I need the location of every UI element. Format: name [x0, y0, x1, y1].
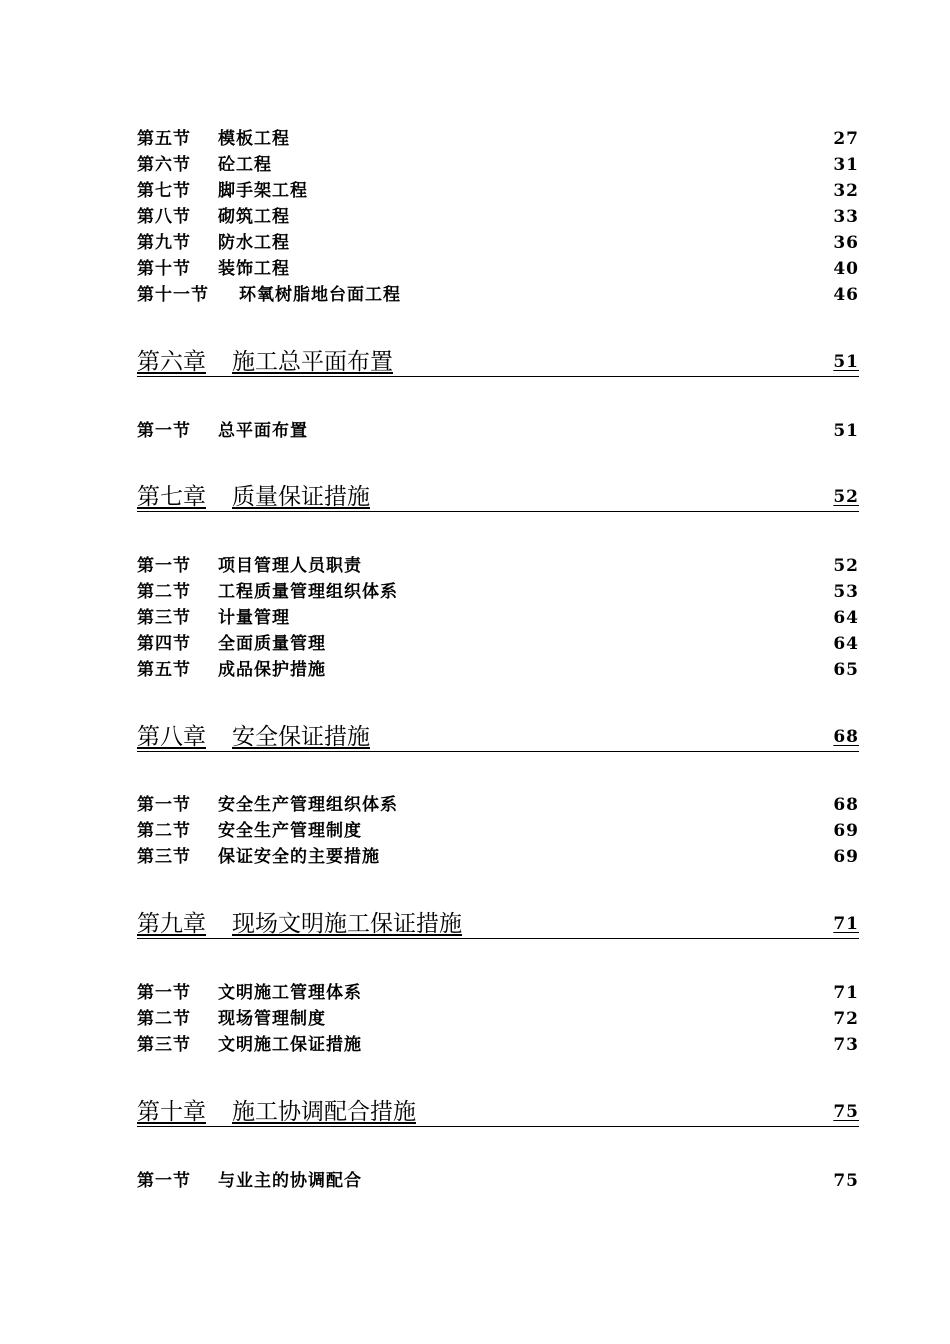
section-number: 第五节 — [137, 129, 191, 149]
toc-section-entry[interactable] — [137, 793, 859, 817]
section-number: 第二节 — [137, 1009, 191, 1029]
toc-chapter-entry[interactable] — [137, 1092, 859, 1127]
toc-section-entry[interactable] — [137, 127, 859, 151]
toc-section-entry[interactable] — [137, 1007, 859, 1031]
section-number: 第十节 — [137, 259, 191, 279]
section-title: 装饰工程 — [218, 259, 290, 279]
section-page: 73 — [833, 1035, 859, 1055]
section-page: 53 — [833, 582, 859, 602]
toc-section-entry[interactable] — [137, 845, 859, 869]
section-page: 52 — [833, 556, 859, 576]
toc-section-entry[interactable] — [137, 632, 859, 656]
section-page: 64 — [833, 608, 859, 628]
section-page: 69 — [833, 821, 859, 841]
chapter-page: 68 — [833, 727, 859, 747]
section-page: 75 — [833, 1171, 859, 1191]
section-title: 文明施工管理体系 — [218, 983, 362, 1003]
chapter-page: 71 — [833, 914, 859, 934]
section-page: 69 — [833, 847, 859, 867]
toc-section-entry[interactable] — [137, 658, 859, 682]
chapter-title: 现场文明施工保证措施 — [232, 911, 462, 937]
toc-section-entry[interactable] — [137, 580, 859, 604]
section-page: 64 — [833, 634, 859, 654]
toc-section-entry[interactable] — [137, 231, 859, 255]
section-number: 第五节 — [137, 660, 191, 680]
toc-chapter-entry[interactable] — [137, 342, 859, 377]
section-number: 第二节 — [137, 582, 191, 602]
section-title: 成品保护措施 — [218, 660, 326, 680]
section-page: 27 — [833, 129, 859, 149]
section-page: 68 — [833, 795, 859, 815]
section-page: 33 — [833, 207, 859, 227]
section-number: 第一节 — [137, 983, 191, 1003]
chapter-number: 第六章 — [137, 349, 206, 375]
section-number: 第七节 — [137, 181, 191, 201]
section-number: 第一节 — [137, 556, 191, 576]
section-page: 72 — [833, 1009, 859, 1029]
section-number: 第二节 — [137, 821, 191, 841]
toc-section-entry[interactable] — [137, 1169, 859, 1193]
section-number: 第一节 — [137, 1171, 191, 1191]
section-title: 防水工程 — [218, 233, 290, 253]
toc-section-entry[interactable] — [137, 1033, 859, 1057]
section-title: 脚手架工程 — [218, 181, 308, 201]
chapter-title: 安全保证措施 — [232, 724, 370, 750]
toc-section-entry[interactable] — [137, 179, 859, 203]
toc-section-entry[interactable] — [137, 153, 859, 177]
toc-chapter-entry[interactable] — [137, 717, 859, 752]
section-page: 46 — [833, 285, 859, 305]
toc-section-entry[interactable] — [137, 554, 859, 578]
section-title: 与业主的协调配合 — [218, 1171, 362, 1191]
section-title: 保证安全的主要措施 — [218, 847, 380, 867]
section-number: 第三节 — [137, 1035, 191, 1055]
chapter-title: 质量保证措施 — [232, 484, 370, 510]
section-title: 安全生产管理制度 — [218, 821, 362, 841]
section-number: 第三节 — [137, 608, 191, 628]
chapter-title: 施工总平面布置 — [232, 349, 393, 375]
section-number: 第四节 — [137, 634, 191, 654]
section-number: 第一节 — [137, 421, 191, 441]
chapter-page: 75 — [833, 1102, 859, 1122]
section-page: 71 — [833, 983, 859, 1003]
section-title: 工程质量管理组织体系 — [218, 582, 398, 602]
section-page: 51 — [833, 421, 859, 441]
toc-section-entry[interactable] — [137, 819, 859, 843]
section-title: 安全生产管理组织体系 — [218, 795, 398, 815]
section-title: 环氧树脂地台面工程 — [239, 285, 401, 305]
section-title: 文明施工保证措施 — [218, 1035, 362, 1055]
section-page: 65 — [833, 660, 859, 680]
toc-chapter-entry[interactable] — [137, 477, 859, 512]
section-number: 第六节 — [137, 155, 191, 175]
section-page: 40 — [833, 259, 859, 279]
section-number: 第九节 — [137, 233, 191, 253]
section-number: 第八节 — [137, 207, 191, 227]
section-page: 36 — [833, 233, 859, 253]
section-title: 现场管理制度 — [218, 1009, 326, 1029]
section-title: 总平面布置 — [218, 421, 308, 441]
section-number: 第十一节 — [137, 285, 209, 305]
toc-section-entry[interactable] — [137, 205, 859, 229]
chapter-page: 52 — [833, 487, 859, 507]
toc-section-entry[interactable] — [137, 419, 859, 443]
section-page: 32 — [833, 181, 859, 201]
section-title: 砌筑工程 — [218, 207, 290, 227]
toc-section-entry[interactable] — [137, 981, 859, 1005]
section-page: 31 — [833, 155, 859, 175]
section-title: 砼工程 — [218, 155, 272, 175]
section-title: 模板工程 — [218, 129, 290, 149]
toc-section-entry[interactable] — [137, 257, 859, 281]
chapter-number: 第十章 — [137, 1099, 206, 1125]
toc-section-entry[interactable] — [137, 283, 859, 307]
section-title: 全面质量管理 — [218, 634, 326, 654]
toc-chapter-entry[interactable] — [137, 904, 859, 939]
section-title: 项目管理人员职责 — [218, 556, 362, 576]
chapter-number: 第九章 — [137, 911, 206, 937]
section-title: 计量管理 — [218, 608, 290, 628]
chapter-number: 第八章 — [137, 724, 206, 750]
section-number: 第一节 — [137, 795, 191, 815]
section-number: 第三节 — [137, 847, 191, 867]
chapter-title: 施工协调配合措施 — [232, 1099, 416, 1125]
chapter-page: 51 — [833, 352, 859, 372]
chapter-number: 第七章 — [137, 484, 206, 510]
toc-section-entry[interactable] — [137, 606, 859, 630]
